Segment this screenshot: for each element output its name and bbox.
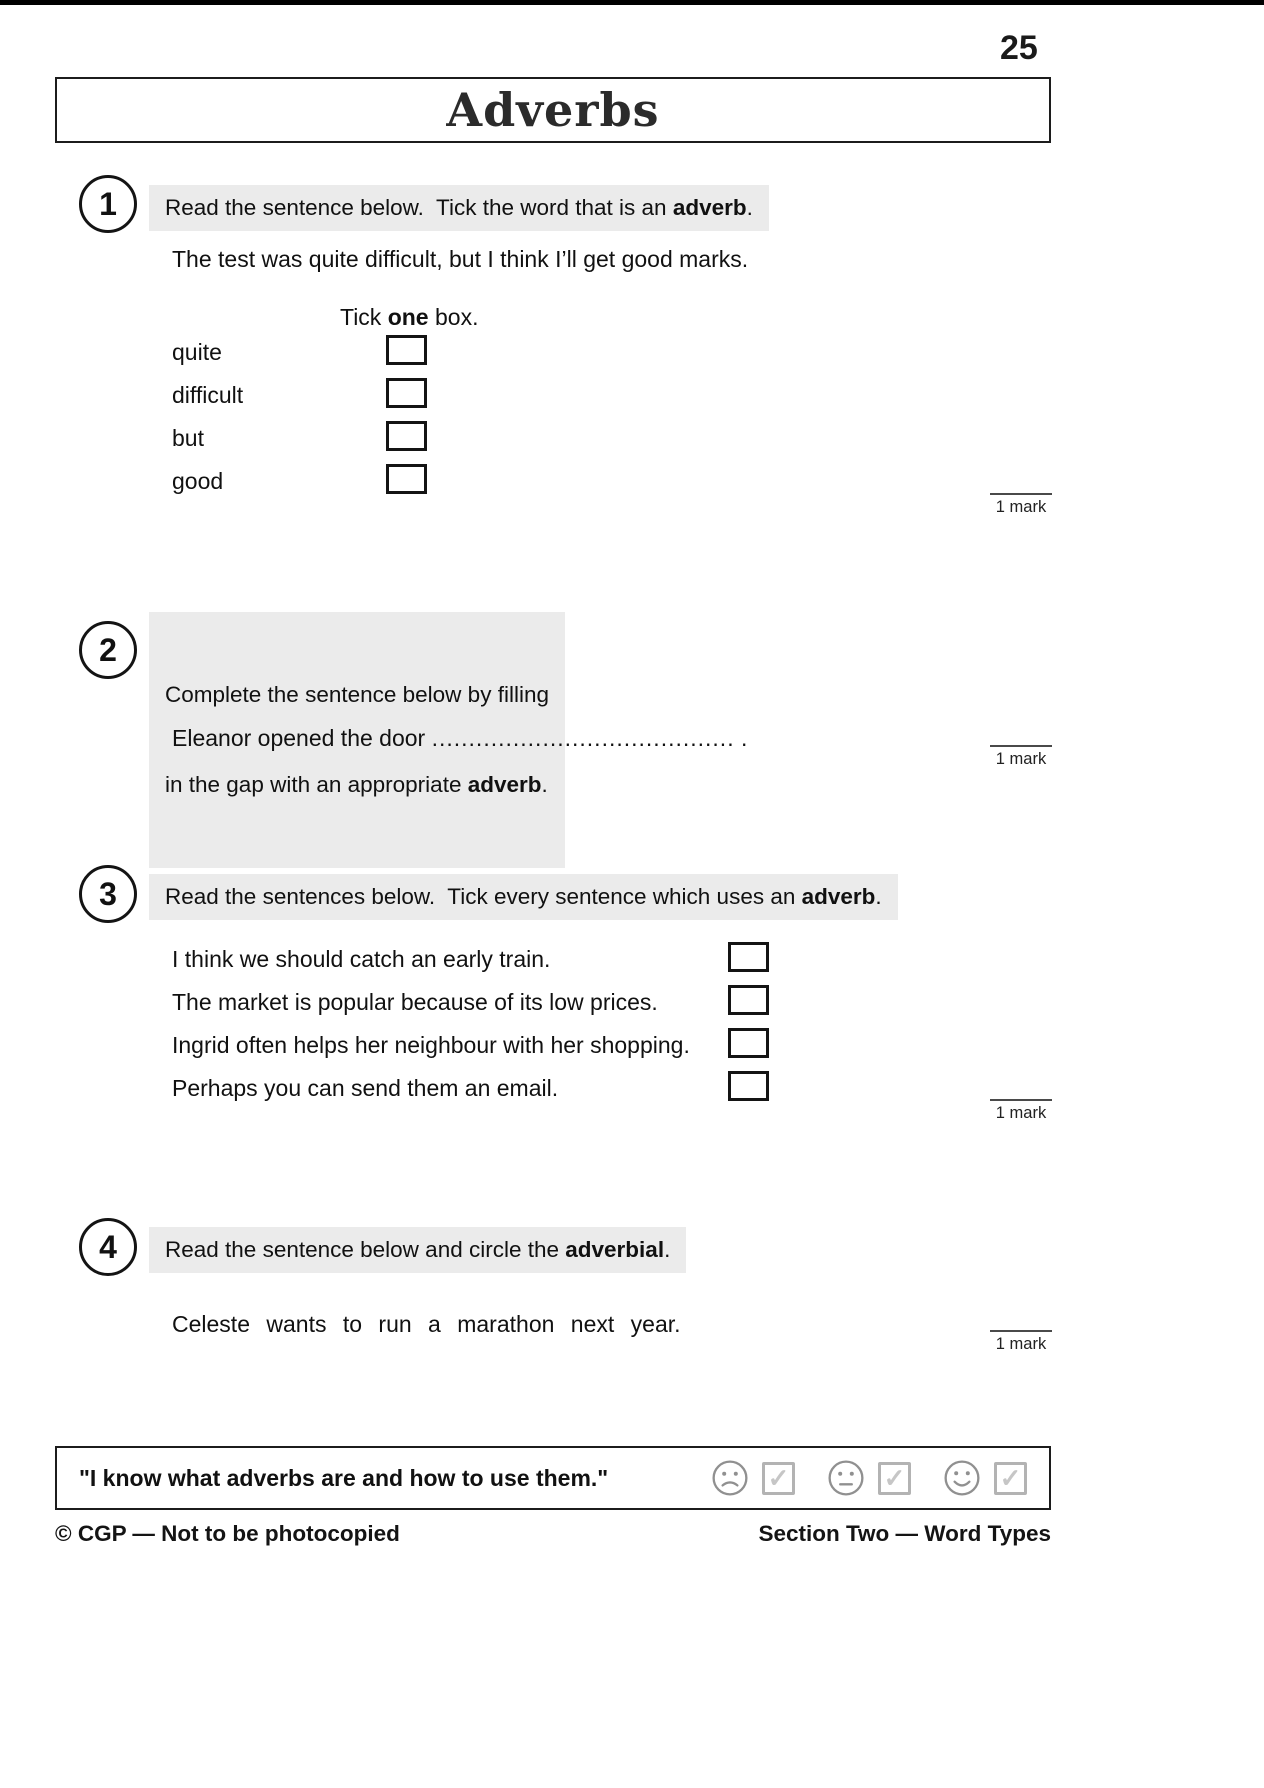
sad-checkbox[interactable] — [762, 1462, 795, 1495]
option-label: difficult — [172, 382, 244, 408]
neutral-checkbox[interactable] — [878, 1462, 911, 1495]
footer-copyright: © CGP — Not to be photocopied — [55, 1521, 400, 1546]
answer-gap[interactable]: ......................................... — [431, 725, 735, 751]
question-2-number: 2 — [79, 621, 137, 679]
sentence-checkbox-1[interactable] — [728, 942, 769, 972]
check-icon: ✓ — [883, 1462, 906, 1493]
question-4-sentence[interactable]: Celeste wants to run a marathon next year. — [172, 1311, 681, 1337]
question-2-sentence — [172, 725, 747, 752]
question-4-number: 4 — [79, 1218, 137, 1276]
option-label: good — [172, 468, 224, 494]
review-option-sad — [711, 1459, 795, 1497]
question-1-tick-prompt: Tick one box. — [340, 304, 479, 330]
q3-sentence: Ingrid often helps her neighbour with her shopping. — [172, 1032, 690, 1058]
question-1-number: 1 — [79, 175, 137, 233]
instruction-text: Read the sentence below. Tick the word that is an — [165, 195, 673, 220]
footer-section: Section Two — Word Types — [758, 1521, 1051, 1546]
sentence-prefix: Eleanor opened the door — [172, 725, 432, 751]
review-option-happy — [943, 1459, 1027, 1497]
check-icon: ✓ — [999, 1462, 1022, 1493]
instruction-text: Complete the sentence below by filling — [165, 682, 549, 707]
neutral-face-icon — [827, 1459, 865, 1497]
sentence-checkbox-2[interactable] — [728, 985, 769, 1015]
happy-checkbox[interactable] — [994, 1462, 1027, 1495]
question-1-instruction — [149, 185, 769, 231]
question-1-sentence: The test was quite difficult, but I think I’ll get good marks. — [172, 246, 749, 272]
option-label: but — [172, 425, 204, 451]
review-statement: "I know what adverbs are and how to use them." — [79, 1464, 609, 1491]
sentence-checkbox-3[interactable] — [728, 1028, 769, 1058]
mark-label: 1 mark — [990, 1330, 1052, 1354]
page-title: Adverbs — [446, 83, 660, 137]
q3-sentence: Perhaps you can send them an email. — [172, 1075, 559, 1101]
sad-face-icon — [711, 1459, 749, 1497]
instruction-bold: adverb — [672, 195, 747, 220]
mark-label: 1 mark — [990, 1099, 1052, 1123]
question-2-instruction: Complete the sentence below by filling in the gap with an appropriate adverb. — [149, 612, 565, 868]
option-checkbox-but[interactable] — [386, 421, 427, 451]
sentence-checkbox-4[interactable] — [728, 1071, 769, 1101]
page-footer — [55, 1521, 1051, 1547]
title-box — [55, 77, 1051, 143]
mark-label: 1 mark — [990, 493, 1052, 517]
page-number: 25 — [1000, 29, 1038, 67]
q3-sentence: I think we should catch an early train. — [172, 946, 551, 972]
instruction-text: . — [746, 195, 753, 220]
check-icon: ✓ — [767, 1462, 790, 1493]
review-option-neutral — [827, 1459, 911, 1497]
option-checkbox-difficult[interactable] — [386, 378, 427, 408]
option-label: quite — [172, 339, 222, 365]
question-3-instruction: Read the sentences below. Tick every sentence which uses an adverb. — [149, 874, 898, 920]
self-review-bar — [55, 1446, 1051, 1510]
option-checkbox-quite[interactable] — [386, 335, 427, 365]
mark-label: 1 mark — [990, 745, 1052, 769]
option-checkbox-good[interactable] — [386, 464, 427, 494]
sentence-suffix: . — [734, 725, 748, 751]
question-3-number: 3 — [79, 865, 137, 923]
q3-sentence: The market is popular because of its low prices. — [172, 989, 658, 1015]
happy-face-icon — [943, 1459, 981, 1497]
question-4-instruction: Read the sentence below and circle the adverbial. — [149, 1227, 686, 1273]
